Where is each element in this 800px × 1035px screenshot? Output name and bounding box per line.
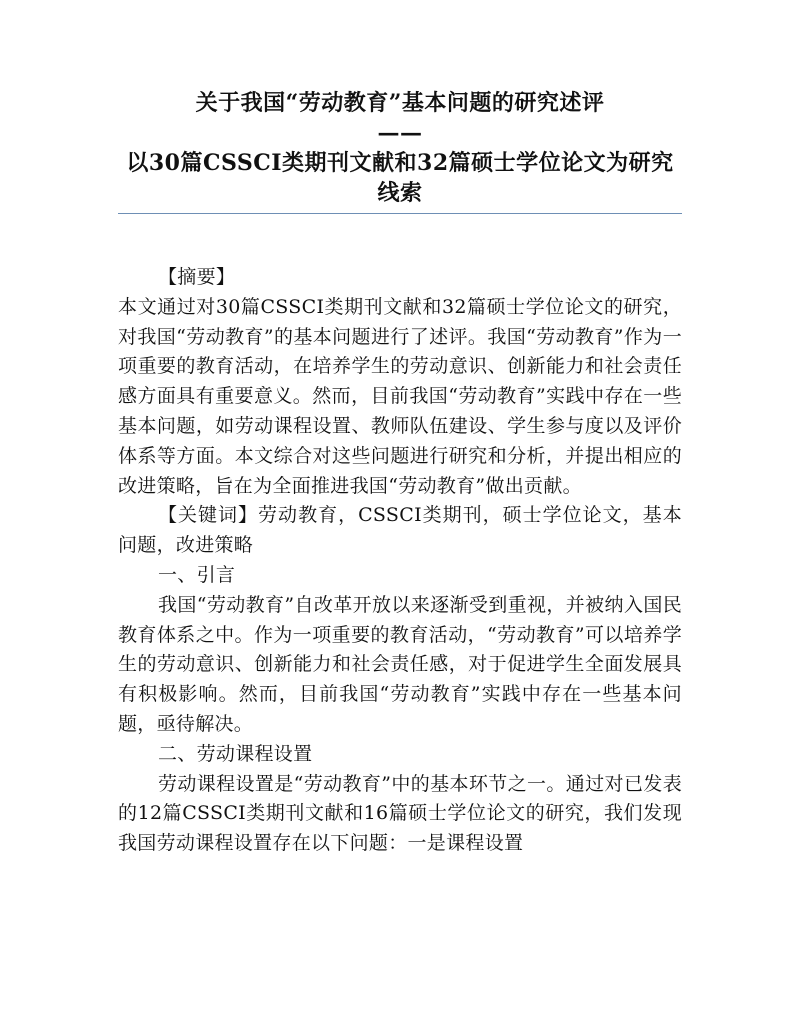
title-line-2: 以30篇CSSCI类期刊文献和32篇硕士学位论文为研究	[126, 150, 674, 176]
title-line-1: 关于我国“劳动教育”基本问题的研究述评	[195, 90, 605, 116]
title-dash: ——	[377, 120, 423, 146]
section-heading-introduction: 一、引言	[158, 563, 236, 586]
keywords: 【关键词】劳动教育，CSSCI类期刊，硕士学位论文，基本问题，改进策略	[118, 504, 682, 557]
title-divider	[118, 213, 682, 214]
curriculum-body: 劳动课程设置是“劳动教育”中的基本环节之一。通过对已发表的12篇CSSCI类期刊文献和16篇硕士学位论文的研究，我们发现我国劳动课程设置存在以下问题：一是课程设置	[118, 772, 682, 855]
document-title	[118, 88, 682, 208]
section-heading-curriculum: 二、劳动课程设置	[158, 742, 313, 765]
introduction-body: 我国“劳动教育”自改革开放以来逐渐受到重视，并被纳入国民教育体系之中。作为一项重要的教育活动，“劳动教育”可以培养学生的劳动意识、创新能力和社会责任感，对于促进学生全面发展具有积极影响。然而，目前我国“劳动教育”实践中存在一些基本问题，亟待解决。	[118, 593, 682, 735]
title-line-3: 线索	[377, 180, 423, 206]
abstract-heading: 【摘要】	[158, 266, 236, 288]
document-body	[118, 263, 682, 859]
abstract-body: 本文通过对30篇CSSCI类期刊文献和32篇硕士学位论文的研究，对我国“劳动教育”的基本问题进行了述评。我国“劳动教育”作为一项重要的教育活动，在培养学生的劳动意识、创新能力和社会责任感方面具有重要意义。然而，目前我国“劳动教育”实践中存在一些基本问题，如劳动课程设置、教师队伍建设、学生参与度以及评价体系等方面。本文综合对这些问题进行研究和分析，并提出相应的改进策略，旨在为全面推进我国“劳动教育”做出贡献。	[118, 295, 682, 497]
